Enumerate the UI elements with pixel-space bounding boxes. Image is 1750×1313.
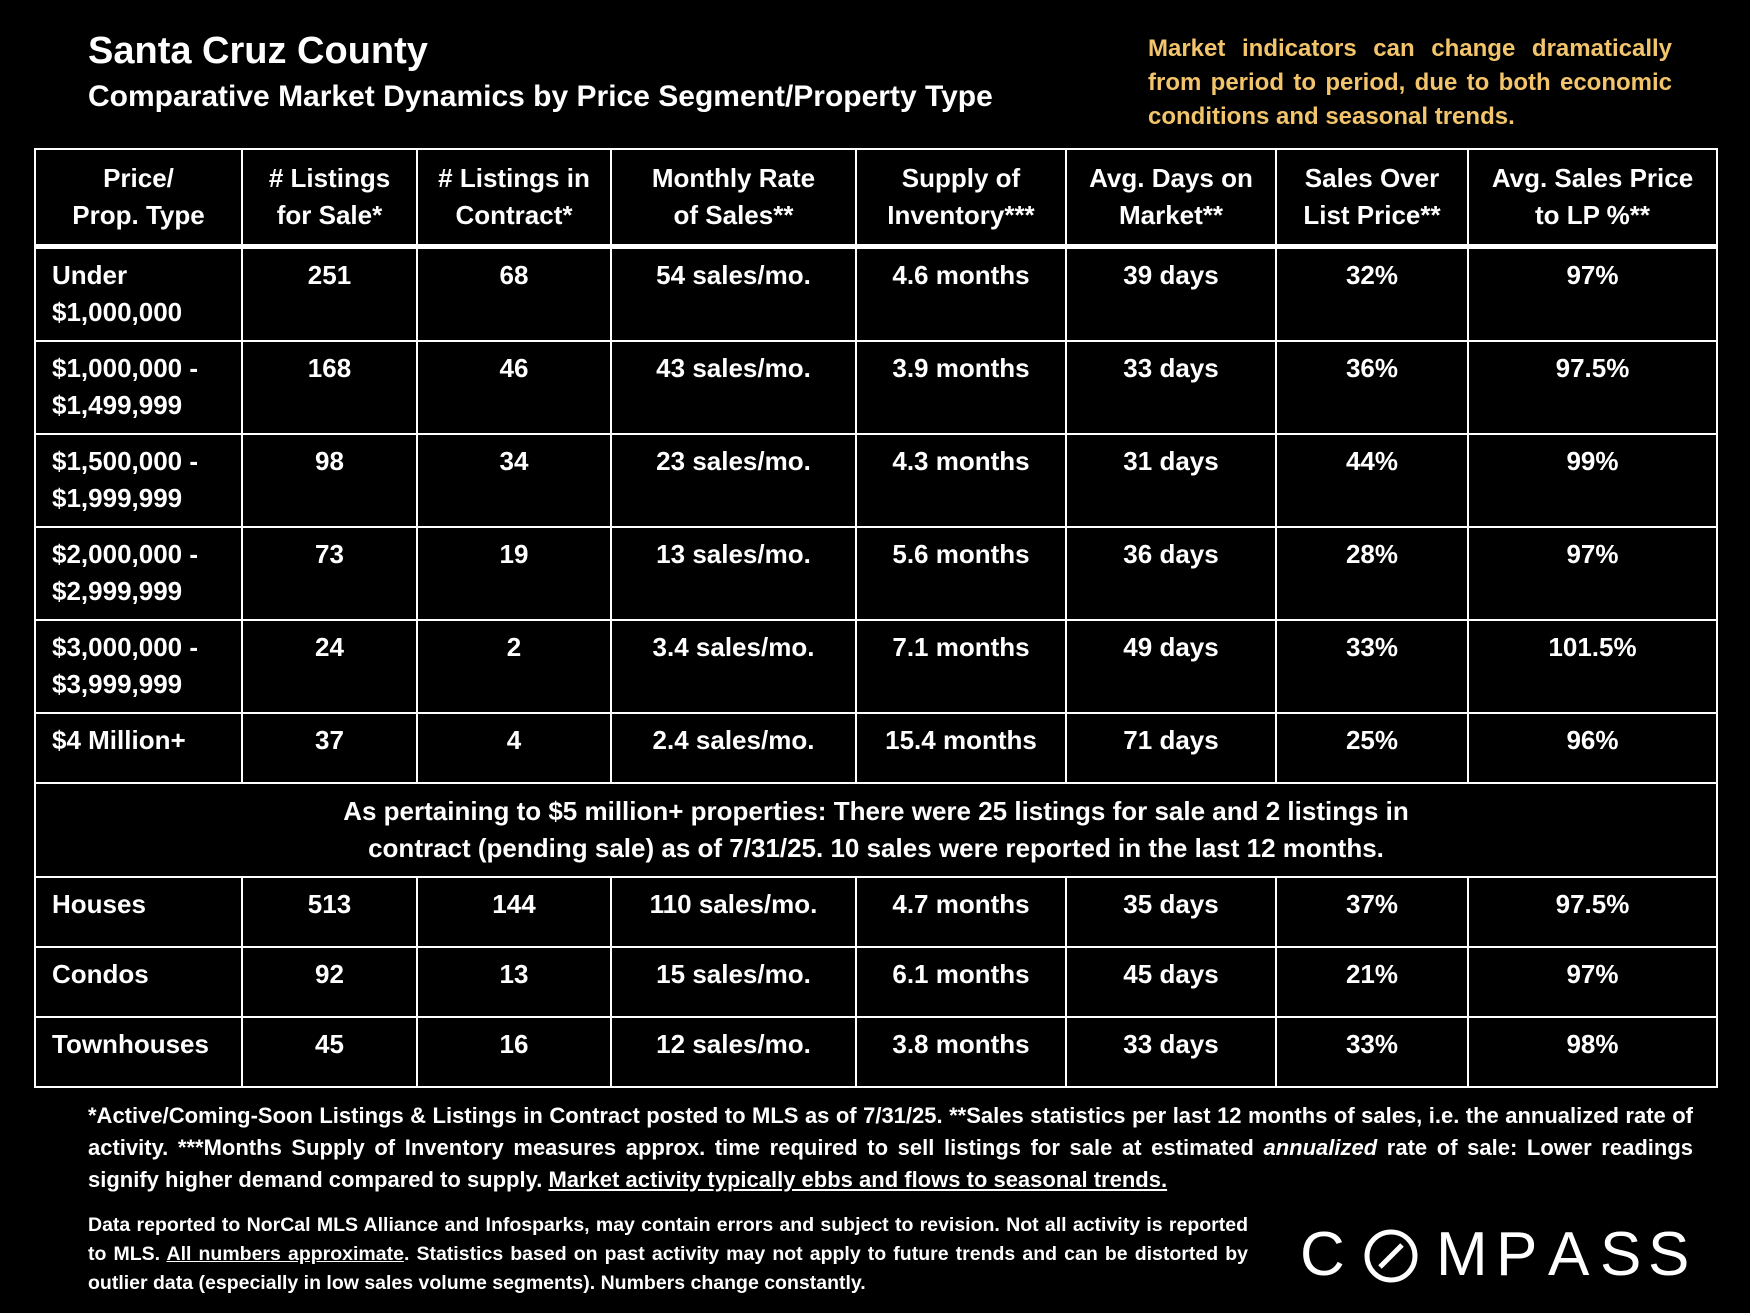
cell-contract: 144 (417, 877, 611, 947)
cell-contract: 16 (417, 1017, 611, 1087)
cell-listings: 168 (242, 341, 417, 434)
row-label (35, 713, 242, 783)
cell-contract: 13 (417, 947, 611, 1017)
column-header-line: Monthly Rate (651, 163, 816, 193)
row-label (35, 434, 242, 527)
cell-contract: 19 (417, 527, 611, 620)
page-title: Santa Cruz County (88, 30, 428, 72)
disclaimer (88, 1211, 1248, 1298)
cell-dom: 31 days (1066, 434, 1276, 527)
row-label-line: $2,000,000 - (52, 539, 199, 569)
row-label (35, 947, 242, 1017)
market-indicator-note: Market indicators can change dramatically from period to period, due to both economic conditions and seasonal trends. (1148, 35, 1672, 130)
column-header-line: Avg. Days on (1089, 163, 1253, 193)
logo-letter: M (1436, 1220, 1488, 1289)
logo-letter: C (1300, 1220, 1345, 1289)
row-label (35, 341, 242, 434)
cell-rate: 2.4 sales/mo. (611, 713, 856, 783)
cell-over: 44% (1276, 434, 1468, 527)
column-header-line: Supply of (901, 163, 1021, 193)
column-header-line: for Sale* (276, 200, 383, 230)
row-label-line: Townhouses (52, 1029, 209, 1059)
cell-contract: 46 (417, 341, 611, 434)
cell-supply: 5.6 months (856, 527, 1066, 620)
footnote-text-2: rate of sale: Lower readings signify higher demand compared to supply. (88, 1135, 1693, 1192)
cell-listings: 73 (242, 527, 417, 620)
logo-letter: S (1600, 1220, 1642, 1289)
cell-lp: 97% (1468, 947, 1717, 1017)
disclaimer-approximate: All numbers approximate (166, 1243, 404, 1265)
table-row (35, 1017, 1717, 1087)
cell-listings: 45 (242, 1017, 417, 1087)
row-label-line: $4 Million+ (52, 725, 186, 755)
cell-dom: 35 days (1066, 877, 1276, 947)
cell-dom: 49 days (1066, 620, 1276, 713)
cell-supply: 15.4 months (856, 713, 1066, 783)
column-header (856, 149, 1066, 247)
cell-supply: 4.6 months (856, 247, 1066, 342)
cell-lp: 97% (1468, 527, 1717, 620)
market-dynamics-table (34, 148, 1718, 1088)
cell-lp: 98% (1468, 1017, 1717, 1087)
table-row (35, 947, 1717, 1017)
luxury-note-line: As pertaining to $5 million+ properties: There were 25 listings for sale and 2 listings in (343, 796, 1409, 826)
column-header (1276, 149, 1468, 247)
cell-supply: 3.8 months (856, 1017, 1066, 1087)
luxury-note (35, 783, 1717, 877)
column-header (611, 149, 856, 247)
table-row (35, 713, 1717, 783)
cell-rate: 12 sales/mo. (611, 1017, 856, 1087)
row-label-line: $3,999,999 (52, 669, 183, 699)
cell-supply: 7.1 months (856, 620, 1066, 713)
cell-over: 33% (1276, 1017, 1468, 1087)
column-header-line: Prop. Type (72, 200, 205, 230)
cell-lp: 97.5% (1468, 341, 1717, 434)
cell-dom: 36 days (1066, 527, 1276, 620)
column-header-line: List Price** (1303, 200, 1441, 230)
page-subtitle: Comparative Market Dynamics by Price Segment/Property Type (88, 80, 993, 113)
cell-dom: 45 days (1066, 947, 1276, 1017)
row-label-line: $2,999,999 (52, 576, 183, 606)
luxury-note-row (35, 783, 1717, 877)
table-body (35, 247, 1717, 1088)
disclaimer-text-2: . Statistics based on past activity may not apply to future trends and can be distorted by outlier data (especially in low sales volume segments). Numbers change constantly. (88, 1243, 1248, 1294)
column-header (417, 149, 611, 247)
disclaimer-text: Data reported to NorCal MLS Alliance and Infosparks, may contain errors and subject to revision. Not all activity is reported to MLS. (88, 1214, 1248, 1265)
cell-listings: 251 (242, 247, 417, 342)
cell-dom: 33 days (1066, 341, 1276, 434)
column-header (1066, 149, 1276, 247)
cell-lp: 96% (1468, 713, 1717, 783)
cell-supply: 4.3 months (856, 434, 1066, 527)
table-header-row (35, 149, 1717, 247)
column-header-line: Contract* (455, 200, 573, 230)
table-row (35, 527, 1717, 620)
cell-lp: 97% (1468, 247, 1717, 342)
footnote-emphasis: annualized (1263, 1135, 1378, 1160)
cell-over: 33% (1276, 620, 1468, 713)
column-header (242, 149, 417, 247)
cell-lp: 101.5% (1468, 620, 1717, 713)
column-header (35, 149, 242, 247)
row-label-line: $1,499,999 (52, 390, 183, 420)
cell-rate: 54 sales/mo. (611, 247, 856, 342)
cell-lp: 99% (1468, 434, 1717, 527)
table-row (35, 877, 1717, 947)
cell-rate: 13 sales/mo. (611, 527, 856, 620)
row-label-line: $1,000,000 - (52, 353, 199, 383)
column-header (1468, 149, 1717, 247)
column-header-line: to LP %** (1534, 200, 1651, 230)
footnote-seasonal-note: Market activity typically ebbs and flows to seasonal trends. (548, 1167, 1168, 1192)
cell-rate: 43 sales/mo. (611, 341, 856, 434)
cell-listings: 37 (242, 713, 417, 783)
cell-rate: 3.4 sales/mo. (611, 620, 856, 713)
cell-listings: 98 (242, 434, 417, 527)
row-label-line: $1,500,000 - (52, 446, 199, 476)
row-label (35, 527, 242, 620)
column-header-line: # Listings (268, 163, 391, 193)
cell-lp: 97.5% (1468, 877, 1717, 947)
cell-supply: 6.1 months (856, 947, 1066, 1017)
row-label-line: Under (52, 260, 128, 290)
column-header-line: Sales Over (1304, 163, 1440, 193)
column-header-line: Price/ (103, 163, 174, 193)
cell-supply: 4.7 months (856, 877, 1066, 947)
cell-contract: 34 (417, 434, 611, 527)
column-header-line: Market** (1118, 200, 1224, 230)
compass-logo (1300, 1220, 1690, 1290)
logo-letter: A (1548, 1220, 1590, 1289)
cell-contract: 4 (417, 713, 611, 783)
cell-dom: 39 days (1066, 247, 1276, 342)
cell-contract: 68 (417, 247, 611, 342)
column-header-line: of Sales** (673, 200, 794, 230)
cell-over: 36% (1276, 341, 1468, 434)
cell-over: 25% (1276, 713, 1468, 783)
column-header-line: Inventory*** (887, 200, 1035, 230)
row-label-line: Houses (52, 889, 146, 919)
cell-listings: 513 (242, 877, 417, 947)
row-label (35, 1017, 242, 1087)
cell-supply: 3.9 months (856, 341, 1066, 434)
cell-listings: 92 (242, 947, 417, 1017)
logo-letter: S (1648, 1220, 1690, 1289)
cell-dom: 71 days (1066, 713, 1276, 783)
table-row (35, 341, 1717, 434)
cell-over: 37% (1276, 877, 1468, 947)
row-label (35, 247, 242, 342)
table-row (35, 620, 1717, 713)
cell-dom: 33 days (1066, 1017, 1276, 1087)
cell-rate: 110 sales/mo. (611, 877, 856, 947)
logo-letter: P (1496, 1220, 1538, 1289)
cell-over: 32% (1276, 247, 1468, 342)
footnote-text: *Active/Coming-Soon Listings & Listings in Contract posted to MLS as of 7/31/25. **Sales statistics per last 12 months of sales, i.e. the annualized rate of activity. ***Months Supply of Inventory measures approx. time required to sell listings for sale at estimated (88, 1103, 1693, 1160)
row-label-line: Condos (52, 959, 149, 989)
cell-rate: 23 sales/mo. (611, 434, 856, 527)
cell-over: 28% (1276, 527, 1468, 620)
row-label-line: $1,000,000 (52, 297, 183, 327)
column-header-line: Avg. Sales Price (1491, 163, 1694, 193)
table-row (35, 434, 1717, 527)
compass-o-icon (1361, 1226, 1421, 1286)
table-row (35, 247, 1717, 342)
row-label-line: $3,000,000 - (52, 632, 199, 662)
footnote (88, 1100, 1693, 1196)
luxury-note-line: contract (pending sale) as of 7/31/25. 10 sales were reported in the last 12 months. (368, 833, 1384, 863)
column-header-line: # Listings in (438, 163, 590, 193)
cell-contract: 2 (417, 620, 611, 713)
row-label (35, 620, 242, 713)
cell-listings: 24 (242, 620, 417, 713)
row-label-line: $1,999,999 (52, 483, 183, 513)
cell-over: 21% (1276, 947, 1468, 1017)
row-label (35, 877, 242, 947)
cell-rate: 15 sales/mo. (611, 947, 856, 1017)
